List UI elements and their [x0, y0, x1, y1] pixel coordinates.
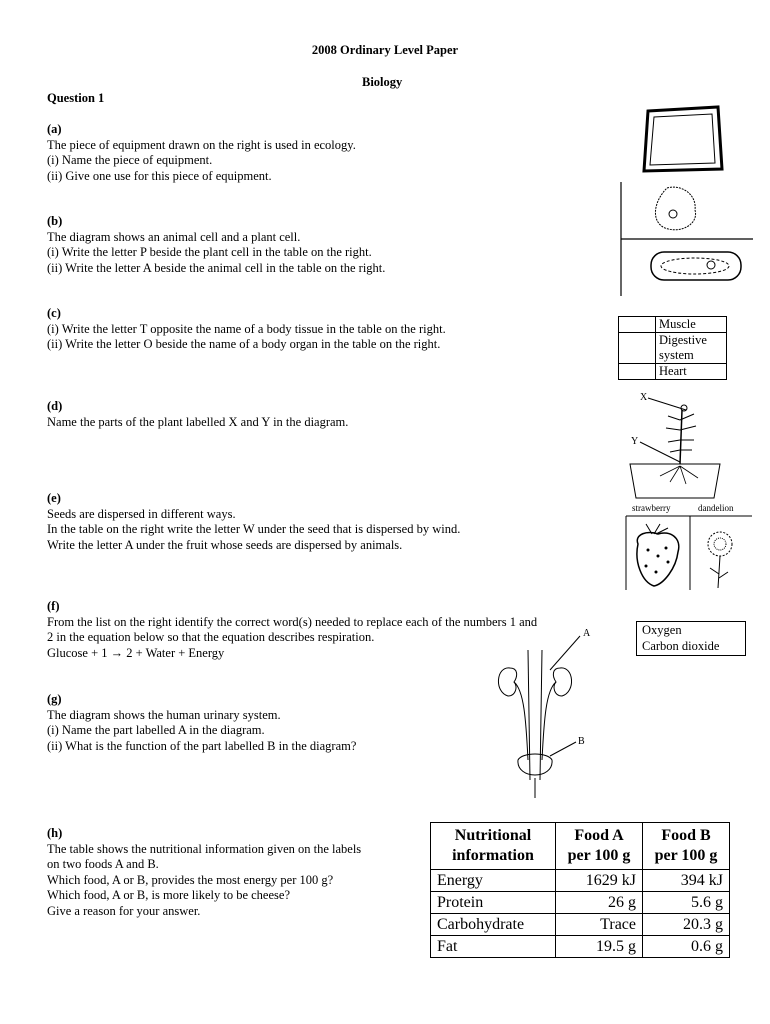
label-x: X: [640, 392, 648, 403]
table-cell: 20.3 g: [643, 914, 730, 936]
table-cell: 26 g: [556, 892, 643, 914]
text-line: (ii) Give one use for this piece of equipment.: [47, 168, 272, 183]
text-line: (i) Write the letter P beside the plant cell in the table on the right.: [47, 245, 372, 259]
tissue-organ-table: [618, 316, 727, 380]
table-cell: 0.6 g: [643, 936, 730, 958]
text-line: (ii) Write the letter O beside the name of a body organ in the table on the right.: [47, 337, 441, 351]
text-line: Which food, A or B, is more likely to be cheese?: [47, 888, 290, 902]
part-label: (d): [47, 399, 63, 413]
text-line: The piece of equipment drawn on the right is used in ecology.: [47, 137, 356, 152]
text-line: (i) Name the part labelled A in the diagram.: [47, 723, 265, 737]
answer-cell[interactable]: [619, 364, 656, 380]
part-label: (f): [47, 599, 60, 613]
col-strawberry: strawberry: [632, 503, 671, 513]
row-label: Fat: [431, 936, 556, 958]
question-d: [47, 399, 607, 430]
header-cell: Nutritional information: [431, 823, 556, 870]
col-dandelion: dandelion: [698, 503, 734, 513]
text-line: The diagram shows an animal cell and a plant cell.: [47, 229, 301, 244]
question-heading: Question 1: [47, 91, 105, 105]
text-line: The table shows the nutritional information given on the labels: [47, 841, 362, 856]
subject-heading: Biology: [362, 75, 403, 89]
equation: Glucose + 1 → 2 + Water + Energy: [47, 645, 225, 660]
table-row: [431, 936, 730, 958]
row-label: Carbohydrate: [431, 914, 556, 936]
question-e: [47, 491, 607, 553]
label-b: B: [578, 736, 585, 747]
table-cell: Muscle: [656, 317, 727, 333]
table-cell: Trace: [556, 914, 643, 936]
text-line: Name the parts of the plant labelled X and Y in the diagram.: [47, 414, 349, 429]
question-h: [47, 826, 427, 919]
part-label: (b): [47, 214, 63, 228]
urinary-system-image: [490, 630, 590, 802]
text-line: (ii) Write the letter A beside the animal cell in the table on the right.: [47, 260, 386, 275]
question-c: [47, 306, 607, 353]
part-label: (g): [47, 692, 62, 706]
table-cell: Heart: [656, 364, 727, 380]
part-label: (h): [47, 826, 63, 840]
word-option: Oxygen: [642, 623, 682, 637]
row-label: Protein: [431, 892, 556, 914]
text-line: on two foods A and B.: [47, 857, 159, 871]
table-cell: 19.5 g: [556, 936, 643, 958]
text-line: (i) Write the letter T opposite the name of a body tissue in the table on the right.: [47, 321, 446, 336]
label-a: A: [583, 628, 591, 639]
table-row: [431, 914, 730, 936]
header-cell: Food A per 100 g: [556, 823, 643, 870]
cells-table-image: [615, 180, 755, 298]
header-cell: Food B per 100 g: [643, 823, 730, 870]
answer-cell[interactable]: [619, 333, 656, 364]
row-label: Energy: [431, 870, 556, 892]
question-b: [47, 214, 607, 276]
table-header-row: [431, 823, 730, 870]
table-row: [431, 870, 730, 892]
table-row: [619, 333, 727, 364]
table-cell: 1629 kJ: [556, 870, 643, 892]
answer-cell[interactable]: [619, 317, 656, 333]
text-line: Write the letter A under the fruit whose seeds are dispersed by animals.: [47, 537, 403, 552]
text-line: Seeds are dispersed in different ways.: [47, 506, 236, 521]
text-line: (i) Name the piece of equipment.: [47, 153, 213, 167]
text-line: 2 in the equation below so that the equation describes respiration.: [47, 630, 375, 644]
word-option: Carbon dioxide: [642, 638, 720, 653]
text-line: Give a reason for your answer.: [47, 903, 201, 918]
table-row: [619, 364, 727, 380]
label-y: Y: [631, 436, 639, 447]
text-line: In the table on the right write the letter W under the seed that is dispersed by wind.: [47, 522, 461, 536]
table-cell: 394 kJ: [643, 870, 730, 892]
text-line: The diagram shows the human urinary system.: [47, 707, 281, 722]
word-list: [636, 621, 746, 656]
table-row: [431, 892, 730, 914]
part-label: (a): [47, 122, 62, 136]
text-line: Which food, A or B, provides the most energy per 100 g?: [47, 872, 334, 887]
table-cell: Digestive system: [656, 333, 727, 364]
part-label: (c): [47, 306, 61, 320]
fruits-image: [624, 512, 754, 592]
table-cell: 5.6 g: [643, 892, 730, 914]
plant-image: [620, 390, 730, 502]
text-line: From the list on the right identify the correct word(s) needed to replace each of the numbers 1 and: [47, 614, 538, 629]
nutrition-table: [430, 822, 730, 958]
question-a: [47, 122, 607, 184]
quadrat-image: [640, 105, 725, 175]
table-row: [619, 317, 727, 333]
text-line: (ii) What is the function of the part labelled B in the diagram?: [47, 738, 357, 753]
part-label: (e): [47, 491, 61, 505]
page-title: 2008 Ordinary Level Paper: [311, 43, 459, 57]
